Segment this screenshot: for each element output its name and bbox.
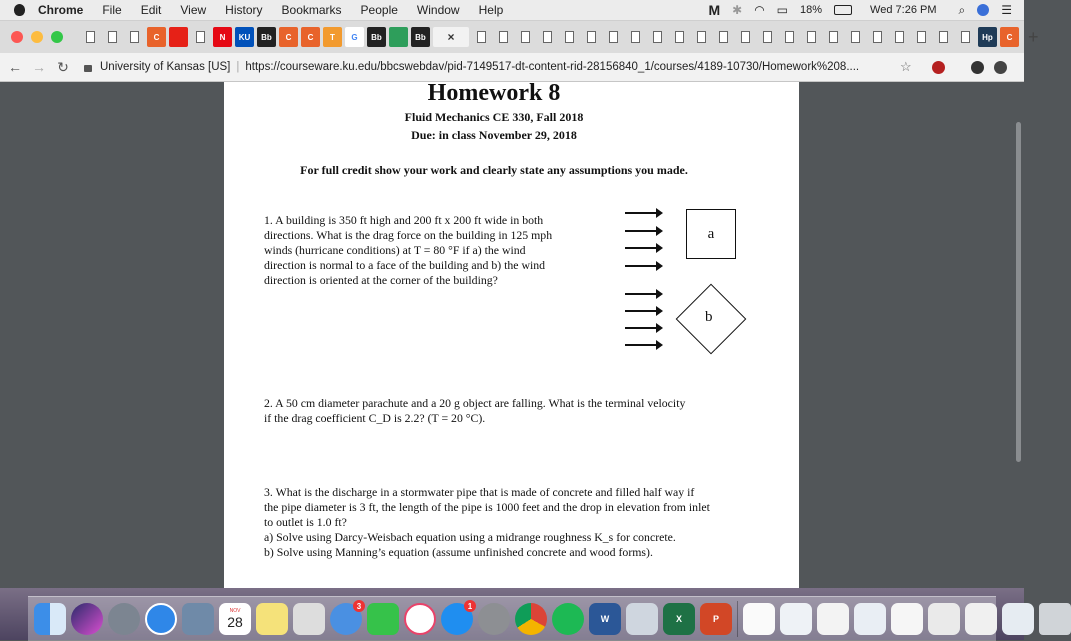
bluetooth-icon[interactable]: ✱ <box>732 3 743 17</box>
tab-tail-19[interactable] <box>890 27 909 47</box>
wind-arrow <box>625 247 661 249</box>
tab-tail-18[interactable] <box>868 27 887 47</box>
tab-3[interactable] <box>147 27 166 47</box>
calendar-month: NOV <box>229 608 241 614</box>
url-separator: | <box>236 61 240 73</box>
menu-window[interactable]: Window <box>416 3 460 17</box>
document-icon <box>851 31 860 43</box>
notes-icon[interactable] <box>256 603 288 635</box>
label-a: a <box>707 225 715 242</box>
favicon-n-icon: N <box>219 32 226 42</box>
document-thumbnail-icon[interactable] <box>854 603 886 635</box>
minimize-window-button[interactable] <box>31 31 43 43</box>
menu-people[interactable]: People <box>360 3 398 17</box>
tab-2[interactable] <box>125 27 144 47</box>
wind-arrow <box>625 293 661 295</box>
document-icon <box>873 31 882 43</box>
tab-11[interactable] <box>323 27 342 47</box>
question-2 <box>264 396 784 426</box>
address-bar[interactable] <box>84 56 894 78</box>
menubar-clock[interactable]: Wed 7:26 PM <box>870 4 937 16</box>
document-icon <box>86 31 95 43</box>
question-3-line: 3. What is the discharge in a stormwater pipe that is made of concrete and filled half way if <box>264 485 695 499</box>
question-2-line: if the drag coefficient C_D is 2.2? (T = 20 °C). <box>264 411 486 425</box>
document-icon <box>543 31 552 43</box>
menu-history[interactable]: History <box>225 3 263 17</box>
document-icon <box>829 31 838 43</box>
document-thumbnail-icon[interactable] <box>743 603 775 635</box>
tab-tail-11[interactable] <box>714 27 733 47</box>
building-square-diagram <box>686 209 736 259</box>
wind-arrow <box>625 327 661 329</box>
itunes-icon[interactable] <box>404 603 436 635</box>
due-line: Due: in class November 29, 2018 <box>411 128 577 142</box>
tab-tail-24[interactable] <box>1000 27 1019 47</box>
tab-8[interactable] <box>257 27 276 47</box>
spotlight-search-icon[interactable]: ⌕ <box>958 2 966 17</box>
document-icon <box>917 31 926 43</box>
ublock-extension-icon[interactable] <box>932 61 945 74</box>
document-icon <box>675 31 684 43</box>
malwarebytes-icon[interactable]: M <box>708 2 721 18</box>
tab-10[interactable] <box>301 27 320 47</box>
wind-arrow <box>625 344 661 346</box>
favicon-trl-icon: T <box>330 32 335 42</box>
tab-13[interactable] <box>367 27 386 47</box>
question-1-line: directions. What is the drag force on the building in 125 mph <box>264 228 553 242</box>
tab-tail-20[interactable] <box>912 27 931 47</box>
tab-14[interactable] <box>389 27 408 47</box>
tab-15[interactable] <box>411 27 430 47</box>
favicon-c-icon: C <box>285 32 292 42</box>
favicon-bb-icon: Bb <box>261 32 272 42</box>
document-icon <box>939 31 948 43</box>
question-1-line: direction is oriented at the corner of the building? <box>264 273 498 287</box>
document-icon <box>961 31 970 43</box>
tab-tail-22[interactable] <box>956 27 975 47</box>
spotify-icon[interactable] <box>552 603 584 635</box>
document-icon <box>196 31 205 43</box>
document-thumbnail-icon[interactable] <box>928 603 960 635</box>
tab-tail-5[interactable] <box>582 27 601 47</box>
word-icon[interactable]: W <box>589 603 621 635</box>
wifi-icon[interactable]: ◠ <box>754 3 765 17</box>
course-line: Fluid Mechanics CE 330, Fall 2018 <box>404 110 584 124</box>
question-2-line: 2. A 50 cm diameter parachute and a 20 g object are falling. What is the terminal velocity <box>264 396 686 410</box>
toolbar <box>0 53 1024 82</box>
menu-bookmarks[interactable]: Bookmarks <box>281 3 342 17</box>
facetime-icon[interactable] <box>367 603 399 635</box>
tab-7[interactable] <box>235 27 254 47</box>
tab-tail-9[interactable] <box>670 27 689 47</box>
forward-button[interactable]: → <box>32 59 46 75</box>
system-preferences-icon[interactable] <box>478 603 510 635</box>
question-3-line: to outlet is 1.0 ft? <box>264 515 347 529</box>
menu-app-name[interactable]: Chrome <box>38 3 84 17</box>
menu-view[interactable]: View <box>180 3 207 17</box>
trash-icon[interactable] <box>1039 603 1071 635</box>
tab-tail-3[interactable] <box>538 27 557 47</box>
question-3-line: the pipe diameter is 3 ft, the length of the pipe is 1000 feet and the drop in elevation from inlet <box>264 500 710 514</box>
preview-icon[interactable] <box>182 603 214 635</box>
tab-4[interactable] <box>169 27 188 47</box>
document-icon <box>785 31 794 43</box>
document-icon <box>499 31 508 43</box>
tab-tail-1[interactable] <box>494 27 513 47</box>
tab-tail-8[interactable] <box>648 27 667 47</box>
tab-tail-7[interactable] <box>626 27 645 47</box>
siri-icon[interactable] <box>977 4 989 16</box>
document-icon <box>653 31 662 43</box>
back-button[interactable]: ← <box>8 59 22 75</box>
tab-tail-21[interactable] <box>934 27 953 47</box>
powerpoint-icon[interactable]: P <box>700 603 732 635</box>
document-thumbnail-icon[interactable] <box>891 603 923 635</box>
favicon-c-icon: C <box>153 32 160 42</box>
chrome-icon[interactable] <box>515 603 547 635</box>
tab-9[interactable] <box>279 27 298 47</box>
document-icon <box>565 31 574 43</box>
calendar-icon[interactable] <box>219 603 251 635</box>
favicon-hp-icon: Hp <box>982 32 993 42</box>
messages-badge: 3 <box>353 600 365 612</box>
document-icon <box>609 31 618 43</box>
wind-arrow <box>625 230 661 232</box>
battery-icon[interactable] <box>834 5 852 15</box>
tab-tail-13[interactable] <box>758 27 777 47</box>
document-icon <box>631 31 640 43</box>
tab-tail-6[interactable] <box>604 27 623 47</box>
lock-icon <box>84 65 92 72</box>
document-icon <box>807 31 816 43</box>
document-thumbnail-icon[interactable] <box>965 603 997 635</box>
wind-arrow <box>625 265 661 267</box>
document-icon <box>895 31 904 43</box>
tab-6[interactable] <box>213 27 232 47</box>
favicon-g-icon: G <box>351 32 358 42</box>
document-icon <box>763 31 772 43</box>
tab-tail-4[interactable] <box>560 27 579 47</box>
app-store-badge: 1 <box>464 600 476 612</box>
photos-preview-icon[interactable] <box>293 603 325 635</box>
document-thumbnail-icon[interactable] <box>817 603 849 635</box>
notification-center-icon[interactable]: ☰ <box>1001 3 1012 17</box>
document-icon <box>130 31 139 43</box>
favicon-bb-icon: Bb <box>371 32 382 42</box>
macos-menubar <box>0 0 1024 21</box>
finder-icon[interactable] <box>34 603 66 635</box>
document-icon <box>587 31 596 43</box>
wind-arrow <box>625 310 661 312</box>
tab-tail-14[interactable] <box>780 27 799 47</box>
image-file-icon[interactable] <box>626 603 658 635</box>
bookmark-star-icon[interactable]: ☆ <box>900 59 912 74</box>
excel-icon[interactable]: X <box>663 603 695 635</box>
calendar-day: 28 <box>227 614 243 630</box>
label-b: b <box>705 309 713 325</box>
extension-icon[interactable] <box>994 61 1007 74</box>
tab-tail-23[interactable] <box>978 27 997 47</box>
window-controls <box>11 31 71 43</box>
document-thumbnail-icon[interactable] <box>780 603 812 635</box>
tab-tail-10[interactable] <box>692 27 711 47</box>
instructions: For full credit show your work and clearly state any assumptions you made. <box>300 163 688 177</box>
tab-tail-16[interactable] <box>824 27 843 47</box>
site-identity: University of Kansas [US] <box>100 61 231 73</box>
airplay-icon[interactable]: ▭ <box>776 3 789 17</box>
favicon-c-icon: C <box>1006 32 1013 42</box>
wind-arrow <box>625 212 661 214</box>
document-icon <box>521 31 530 43</box>
document-icon <box>741 31 750 43</box>
tab-0[interactable] <box>81 27 100 47</box>
favicon-ku-icon: KU <box>238 32 251 42</box>
pdf-viewer <box>0 82 1024 588</box>
question-3-line: b) Solve using Manning’s equation (assume unfinished concrete and wood forms). <box>264 545 653 559</box>
tab-tail-15[interactable] <box>802 27 821 47</box>
url-text[interactable]: https://courseware.ku.edu/bbcswebdav/pid-7149517-dt-content-rid-28156840_1/courses/4189-10730/Homework%208.... <box>245 61 860 73</box>
dock-separator <box>737 601 738 637</box>
tab-tail-17[interactable] <box>846 27 865 47</box>
active-tab-close-button[interactable]: × <box>433 27 469 47</box>
document-icon <box>477 31 486 43</box>
safari-icon[interactable] <box>145 603 177 635</box>
menu-edit[interactable]: Edit <box>140 3 162 17</box>
question-3 <box>264 485 794 560</box>
question-1 <box>264 213 604 288</box>
tab-12[interactable] <box>345 27 364 47</box>
messages-icon[interactable] <box>330 603 362 635</box>
favicon-c-icon: C <box>307 32 314 42</box>
tab-5[interactable] <box>191 27 210 47</box>
dock <box>28 596 996 641</box>
app-store-icon[interactable] <box>441 603 473 635</box>
favicon-bb-icon: Bb <box>415 32 426 42</box>
tab-tail-2[interactable] <box>516 27 535 47</box>
apple-menu-icon[interactable] <box>12 3 26 17</box>
menu-file[interactable]: File <box>102 3 122 17</box>
question-1-line: winds (hurricane conditions) at T = 80 °F if a) the wind <box>264 243 526 257</box>
new-tab-button[interactable]: + <box>1028 26 1039 47</box>
document-icon <box>719 31 728 43</box>
document-title: Homework 8 <box>427 80 561 106</box>
document-thumbnail-icon[interactable] <box>1002 603 1034 635</box>
tab-strip <box>0 21 1039 53</box>
tab-1[interactable] <box>103 27 122 47</box>
reload-button[interactable]: ↻ <box>57 58 69 75</box>
tab-tail-12[interactable] <box>736 27 755 47</box>
scrollbar[interactable] <box>1016 122 1021 462</box>
close-window-button[interactable] <box>11 31 23 43</box>
question-1-line: 1. A building is 350 ft high and 200 ft x 200 ft wide in both <box>264 213 544 227</box>
battery-percent: 18% <box>800 4 823 16</box>
question-1-line: direction is normal to a face of the building and b) the wind <box>264 258 546 272</box>
profile-avatar-icon[interactable] <box>971 61 984 74</box>
siri-dock-icon[interactable] <box>71 603 103 635</box>
tab-tail-0[interactable] <box>472 27 491 47</box>
pdf-page <box>224 82 799 588</box>
document-icon <box>697 31 706 43</box>
document-icon <box>108 31 117 43</box>
question-3-line: a) Solve using Darcy-Weisbach equation using a midrange roughness K_s for concrete. <box>264 530 676 544</box>
launchpad-icon[interactable] <box>108 603 140 635</box>
zoom-window-button[interactable] <box>51 31 63 43</box>
menu-help[interactable]: Help <box>478 3 504 17</box>
